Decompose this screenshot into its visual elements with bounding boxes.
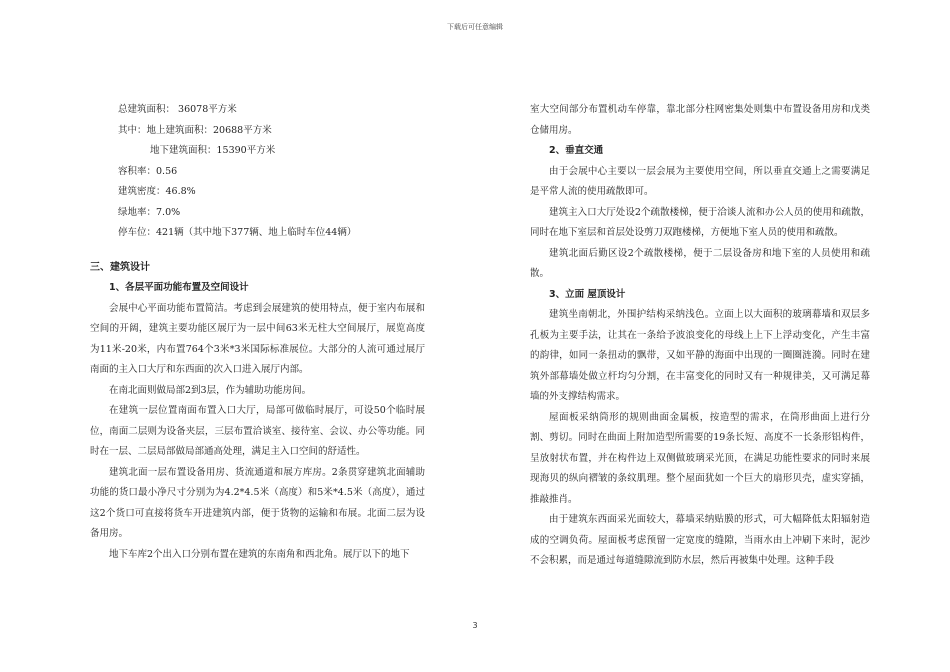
- paragraph: 地下车库2个出入口分别布置在建筑的东南角和西北角。展厅以下的地下: [109, 548, 410, 560]
- section-title-architecture: 三、建筑设计: [90, 261, 150, 273]
- paragraph: 屋面板采纳筒形的规则曲面金属板，按造型的需求，在筒形曲面上进行分割、剪切。同时在曲面上附加造型所需要的19条长短、高度不一长条形铝构件，呈放射状布置，并在构件边上双侧做玻璃采光顶，在满足功能性要求的同时来展现海贝的纵向褶皱的条纹肌理。整个屋面犹如一个巨大的扇形贝壳，虚实穿插，推敲推肖。: [530, 411, 870, 505]
- stat-plot-ratio: 容积率：0.56: [118, 165, 178, 177]
- stat-total-area: 总建筑面积： 36078平方米: [118, 104, 237, 115]
- paragraph: 建筑主入口大厅处设2个疏散楼梯，便于洽谈人流和办公人员的使用和疏散，同时在地下室层和首层处设剪刀双跑楼梯，方便地下室人员的使用和疏散。: [530, 206, 870, 238]
- paragraph: 建筑坐南朝北，外围护结构采纳浅色。立面上以大面积的玻璃幕墙和双层多孔板为主要手法，让其在一条给予波浪变化的母线上上下上浮动变化，产生丰富的韵律，如同一条扭动的飘带，又如平静的海面中出现的一圈圈涟漪。同时在建筑外部幕墙处做立杆均匀分割，在丰富变化的同时又有一种规律美，又可满足幕墙的外支撑结构需求。: [530, 309, 870, 402]
- paragraph: 建筑北面一层布置设备用房、货流通道和展方库房。2条贯穿建筑北面辅助功能的货口最小净尺寸分别为为4.2*4.5米（高度）和5米*4.5米（高度），通过这2个货口可直接将货车开进建筑内部，便于货物的运输和布展。北面二层为设备用房。: [90, 466, 425, 539]
- subsection-title-facade-roof: 3、立面 屋顶设计: [549, 288, 626, 300]
- stat-building-density: 建筑密度：46.8%: [118, 186, 196, 197]
- stat-underground-area: 地下建筑面积：15390平方米: [150, 145, 276, 156]
- left-column: [90, 100, 425, 565]
- paragraph: 在建筑一层位置南面布置入口大厅，局部可做临时展厅，可设50个临时展位，南面二层则为设备夹层，三层布置洽谈室、接待室、会议、办公等功能。同时在一层、二层局部做局部通高处理，满足主入口空间的舒适性。: [90, 405, 425, 457]
- subsection-title-vertical-traffic: 2、垂直交通: [549, 145, 604, 156]
- header-note: 下载后可任意编辑: [447, 23, 503, 31]
- paragraph: 在南北面则做局部2到3层，作为辅助功能房间。: [109, 384, 312, 396]
- paragraph: 由于建筑东西面采光面较大，幕墙采纳贴膜的形式，可大幅降低太阳辐射造成的空调负荷。屋面板考虑预留一定宽度的缝隙，当雨水由上冲刷下来时，泥沙不会积累，而是通过每道缝隙流到防水层，然后再被集中处理。这种手段: [530, 514, 870, 566]
- paragraph: 由于会展中心主要以一层会展为主要使用空间，所以垂直交通上之需要满足是平常人流的使用疏散即可。: [530, 165, 870, 197]
- stat-above-ground-area: 其中：地上建筑面积：20688平方米: [118, 124, 272, 136]
- page-number: 3: [472, 621, 478, 630]
- paragraph-continuation: 室大空间部分布置机动车停靠，靠北部分柱网密集处则集中布置设备用房和戊类仓储用房。: [530, 104, 870, 136]
- right-column: [530, 100, 870, 572]
- stat-green-ratio: 绿地率：7.0%: [118, 206, 181, 218]
- subsection-title-floor-plan: 1、各层平面功能布置及空间设计: [109, 282, 249, 293]
- stat-parking: 停车位：421辆（其中地下377辆、地上临时车位44辆）: [118, 227, 357, 238]
- paragraph: 建筑北面后勤区设2个疏散楼梯，便于二层设备房和地下室的人员使用和疏散。: [530, 247, 870, 279]
- paragraph: 会展中心平面功能布置简洁。考虑到会展建筑的使用特点，便于室内布展和空间的开阔，建筑主要功能区展厅为一层中间63米无柱大空间展厅，展览高度为11米-20米，内布置764个3米*3米国际标准展位。大部分的人流可通过展厅南面的主入口大厅和东西面的次入口进入展厅内部。: [90, 302, 425, 375]
